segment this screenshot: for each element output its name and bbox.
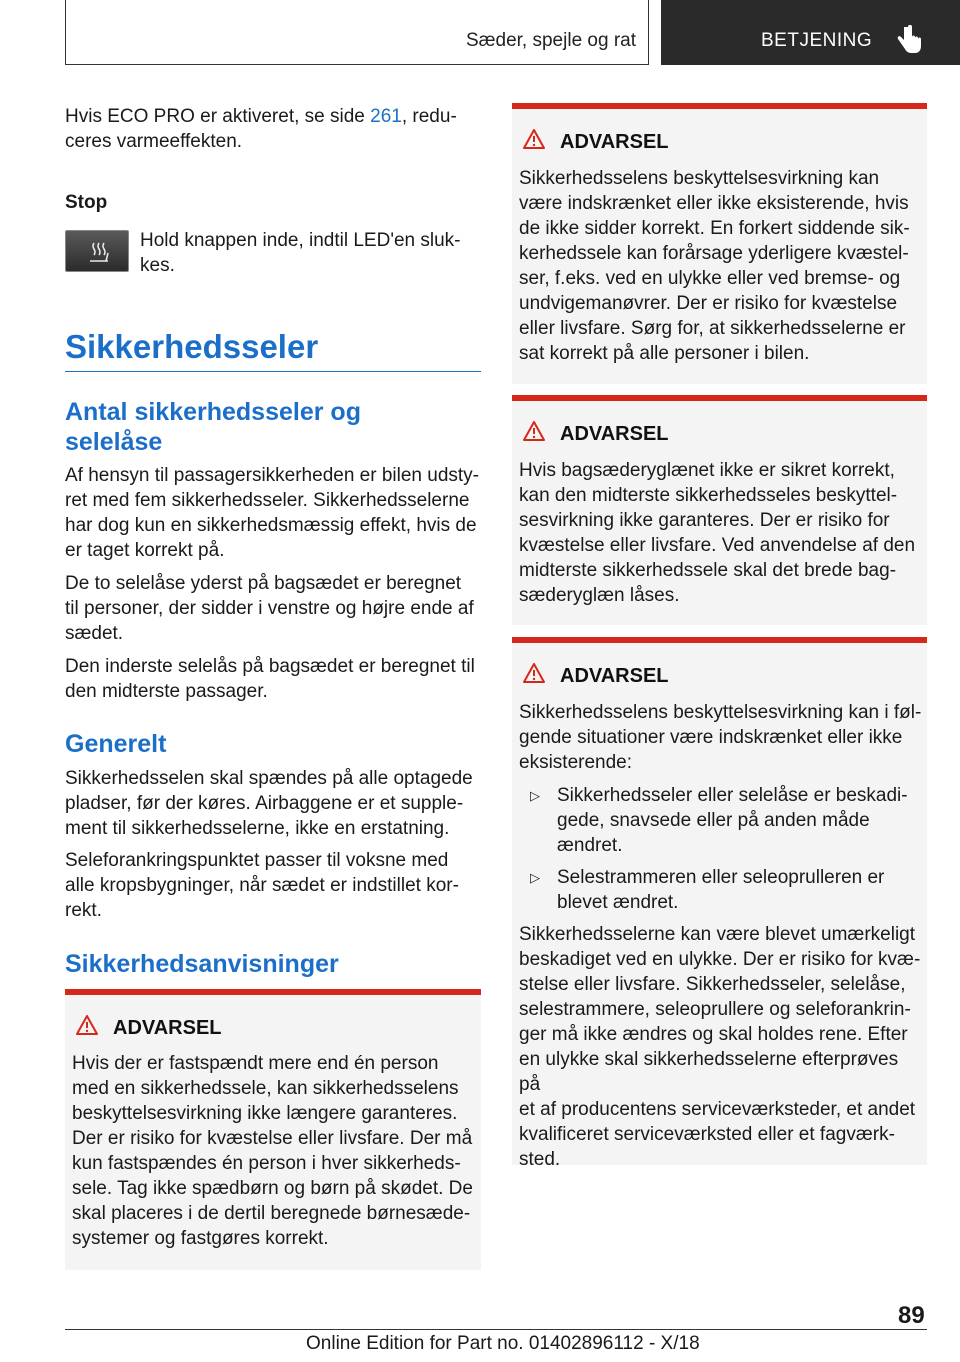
warning-triangle-icon (522, 128, 546, 150)
stop-instruction: Hold knappen inde, indtil LED'en sluk- kes. (140, 230, 461, 276)
warning-title: ADVARSEL (560, 665, 669, 687)
eco-pro-note: Hvis ECO PRO er aktiveret, se side 261, redu- ceres varmeeffekten. (65, 106, 457, 152)
heading-generelt: Generelt (65, 730, 167, 758)
header-section-title: Sæder, spejle og rat (465, 30, 636, 51)
header-section-box (65, 0, 649, 65)
page-link-261[interactable]: 261 (370, 106, 402, 127)
warning-text: Sikkerhedsselens beskyttelsesvirkning kan være indskrænket eller ikke eksisterende, hvis de ikke sidder korrekt. En forkert siddende sik- kerhedssele kan forårsage yderligere kvæstel- ser, f.eks. ved en ulykke eller ved bremse- og undvigemanøvrer. Der er risiko for kvæstelse eller livsfare. Sørg for, at sikkerhedsselerne er sat korrekt på alle personer i bilen. (519, 168, 910, 364)
warning-text: Hvis bagsæderyglænet ikke er sikret korrekt, kan den midterste sikkerhedsseles beskyttel- sesvirkning ikke garanteres. Der er risiko for kvæstelse eller livsfare. Ved anvendelse af den midterste sikkerhedssele skal det brede bag- sæderyglæn låses. (519, 460, 916, 606)
warning-triangle-icon (522, 662, 546, 684)
warning-intro: Sikkerhedsselens beskyttelsesvirkning kan i føl- gende situationer være indskrænket eller ikke eksisterende: (519, 702, 922, 773)
warning-text: Hvis der er fastspændt mere end én person med en sikkerhedssele, kan sikkerhedsselens beskyttelsesvirkning ikke længere garanteres. Der er risiko for kvæstelse eller livsfare. Der må kun fastspændes én person i hver sikkerheds- sele. Tag ikke spædbørn og børn på skødet. De skal placeres i de dertil beregnede børnesæde- systemer og fastgøres korrekt. (72, 1053, 473, 1249)
paragraph-generelt-1: Sikkerhedsselen skal spændes på alle optagede pladser, før der køres. Airbaggene er et supple- ment til sikkerhedsselerne, ikke en erstatning. (65, 768, 473, 839)
bullet-triangle-icon: ▷ (530, 870, 540, 885)
pointing-hand-icon (896, 25, 922, 55)
paragraph-antal-2: De to selelåse yderst på bagsædet er beregnet til personer, der sidder i venstre og højre ende af sædet. (65, 573, 474, 644)
warning-box-1 (65, 989, 481, 1270)
stop-label: Stop (65, 192, 108, 213)
warning-box-2 (512, 103, 927, 384)
footer-rule (65, 1329, 927, 1330)
heading-antal: Antal sikkerhedsseler og selelåse (65, 398, 361, 456)
page-number: 89 (898, 1302, 925, 1329)
seat-heating-button-image (65, 230, 129, 272)
paragraph-antal-3: Den inderste selelås på bagsædet er beregnet til den midterste passager. (65, 656, 475, 702)
seat-heat-icon (66, 231, 130, 273)
paragraph-antal-1: Af hensyn til passagersikkerheden er bilen udsty- ret med fem sikkerhedsseler. Sikkerhedsselerne har dog kun en sikkerhedsmæssig effekt, hvis de er taget korrekt på. (65, 465, 480, 561)
warning-box-4: ADVARSEL Sikkerhedsselens beskyttelsesvirkning kan i føl- gende situationer være indskrænket eller ikke eksisterende: ▷ Sikkerhedsseler eller selelåse er beskadi- gede, snavsede eller på anden måde ændret. ▷ Selestrammeren eller seleoprulleren er blevet ændret. Sikkerhedsselerne kan være blevet umærkeligt beskadiget ved en ulykke. Der er risiko for kvæ- stelse eller livsfare. Sikkerhedsseler, selelåse, selestrammere, seleoprullere og seleforankrin- ger må ikke ændres og skal holdes rene. Efter en ulykke skal sikkerhedsselerne efterprøves på et af producentens serviceværksteder, et andet kvalificeret serviceværksted eller et fagværk- sted. (512, 637, 927, 1165)
warning-title: ADVARSEL (560, 423, 669, 445)
footer-edition: Online Edition for Part no. 01402896112 - X/18 (306, 1333, 700, 1354)
warning-title: ADVARSEL (113, 1017, 222, 1039)
heading-sikkerhedsseler: Sikkerhedsseler (65, 328, 319, 365)
warning-triangle-icon (75, 1014, 99, 1036)
warning-title: ADVARSEL (560, 131, 669, 153)
heading-sikkerhedsanvisninger: Sikkerhedsanvisninger (65, 950, 339, 978)
warning-text: Sikkerhedsselerne kan være blevet umærkeligt beskadiget ved en ulykke. Der er risiko for kvæ- stelse eller livsfare. Sikkerhedsseler, selelåse, selestrammere, seleoprullere og seleforankrin- ger må ikke ændres og skal holdes rene. Efter en ulykke skal sikkerhedsselerne efterprøves på et af producentens serviceværksteder, et andet kvalificeret serviceværksted eller et fagværk- sted. (519, 924, 921, 1170)
header-chapter-box (661, 0, 960, 65)
header-chapter-title: BETJENING (761, 30, 873, 51)
bullet-triangle-icon: ▷ (530, 788, 540, 803)
heading-rule (65, 371, 481, 372)
warning-box-3 (512, 395, 927, 625)
warning-triangle-icon (522, 420, 546, 442)
paragraph-generelt-2: Seleforankringspunktet passer til voksne med alle kropsbygninger, når sædet er indstillet kor- rekt. (65, 850, 459, 921)
